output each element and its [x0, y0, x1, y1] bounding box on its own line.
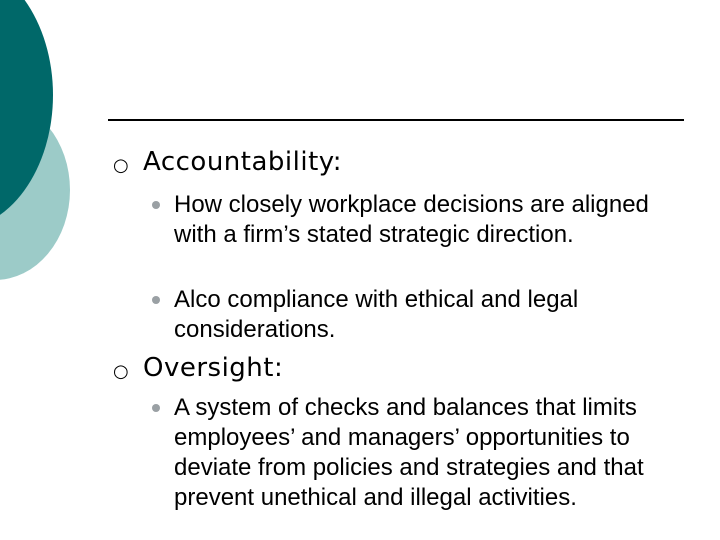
dot-bullet-icon: [152, 404, 160, 412]
dot-bullet-icon: [152, 201, 160, 209]
circle-bullet-icon: ○: [113, 155, 129, 176]
section-heading: Oversight:: [143, 353, 284, 383]
circle-bullet-icon: ○: [113, 361, 129, 382]
list-item-text: Alco compliance with ethical and legal considerations.: [174, 286, 579, 343]
section-heading: Accountability:: [143, 147, 343, 177]
list-item-text: How closely workplace decisions are aligned with a firm’s stated strategic direction.: [174, 191, 649, 248]
dot-bullet-icon: [152, 296, 160, 304]
list-item-text: A system of checks and balances that limits employees’ and managers’ opportunities to deviate from policies and strategies and that prevent unethical and illegal activities.: [174, 394, 644, 511]
